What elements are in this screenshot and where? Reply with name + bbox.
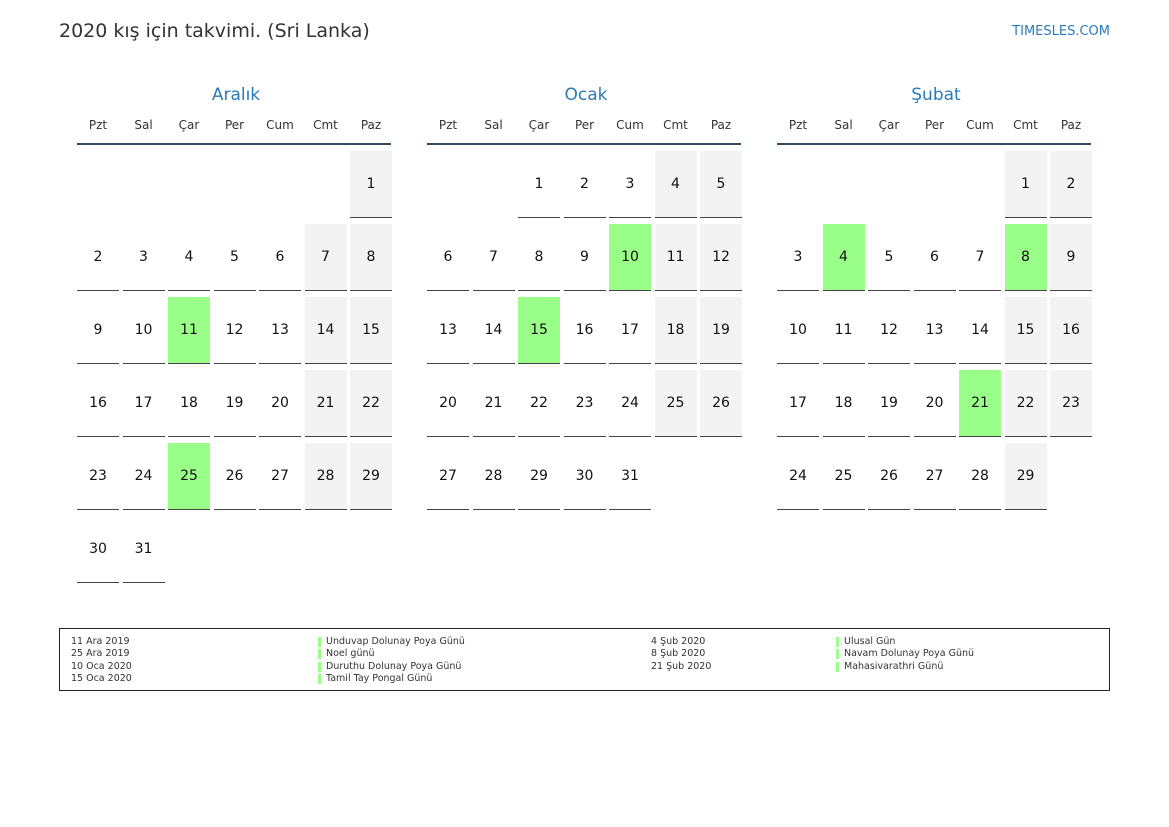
day-cell: 16 bbox=[1050, 297, 1092, 364]
month-panel bbox=[77, 83, 395, 557]
weekday-header bbox=[777, 115, 1091, 145]
day-cell: 4 bbox=[655, 151, 697, 218]
day-cell: 8 bbox=[350, 224, 392, 291]
day-cell: 12 bbox=[700, 224, 742, 291]
day-cell: 12 bbox=[214, 297, 256, 364]
day-cell: 21 bbox=[305, 370, 347, 437]
day-cell: 15 bbox=[518, 297, 560, 364]
day-cell: 20 bbox=[259, 370, 301, 437]
day-cell: 22 bbox=[1005, 370, 1047, 437]
day-cell: 14 bbox=[473, 297, 515, 364]
legend-names-col-1 bbox=[318, 636, 465, 686]
legend-date: 15 Oca 2020 bbox=[71, 673, 132, 685]
day-cell: 24 bbox=[123, 443, 165, 510]
day-cell: 29 bbox=[350, 443, 392, 510]
legend-date: 4 Şub 2020 bbox=[651, 636, 706, 647]
day-cell: 17 bbox=[777, 370, 819, 437]
day-cell: 2 bbox=[77, 224, 119, 291]
site-link[interactable]: TIMESLES.COM bbox=[1012, 24, 1110, 39]
weekday-label: Pzt bbox=[438, 118, 458, 132]
day-cell: 26 bbox=[700, 370, 742, 437]
day-cell: 16 bbox=[77, 370, 119, 437]
day-cell: 7 bbox=[305, 224, 347, 291]
day-cell: 12 bbox=[868, 297, 910, 364]
day-cell: 6 bbox=[427, 224, 469, 291]
weekday-label: Cmt bbox=[313, 118, 338, 132]
day-cell: 22 bbox=[518, 370, 560, 437]
weekday-label: Cum bbox=[616, 118, 644, 132]
day-cell: 28 bbox=[959, 443, 1001, 510]
day-cell: 15 bbox=[350, 297, 392, 364]
weekday-label: Paz bbox=[710, 118, 732, 132]
day-cell: 28 bbox=[305, 443, 347, 510]
month-title: Şubat bbox=[911, 85, 961, 105]
day-cell: 2 bbox=[564, 151, 606, 218]
day-cell: 13 bbox=[914, 297, 956, 364]
day-cell: 9 bbox=[1050, 224, 1092, 291]
weekday-header bbox=[77, 115, 391, 145]
day-cell: 31 bbox=[609, 443, 651, 510]
day-cell: 8 bbox=[1005, 224, 1047, 291]
day-cell: 5 bbox=[700, 151, 742, 218]
day-cell: 17 bbox=[609, 297, 651, 364]
day-cell: 3 bbox=[777, 224, 819, 291]
day-cell: 27 bbox=[914, 443, 956, 510]
day-cell: 6 bbox=[259, 224, 301, 291]
holiday-legend bbox=[59, 628, 1110, 691]
weekday-label: Sal bbox=[134, 118, 153, 132]
weekday-label: Çar bbox=[178, 118, 200, 132]
day-cell: 23 bbox=[77, 443, 119, 510]
day-cell: 4 bbox=[168, 224, 210, 291]
weekday-label: Çar bbox=[878, 118, 900, 132]
legend-holiday-name: Mahasivarathri Günü bbox=[836, 661, 974, 673]
page-title: 2020 kış için takvimi. (Sri Lanka) bbox=[59, 20, 370, 42]
weekday-label: Cum bbox=[266, 118, 294, 132]
day-cell: 3 bbox=[609, 151, 651, 218]
day-cell: 4 bbox=[823, 224, 865, 291]
weekday-header bbox=[427, 115, 741, 145]
legend-holiday-name: Ulusal Gün bbox=[836, 636, 974, 648]
day-cell: 7 bbox=[959, 224, 1001, 291]
day-cell: 15 bbox=[1005, 297, 1047, 364]
legend-date: 21 Şub 2020 bbox=[651, 660, 712, 672]
legend-date: 10 Oca 2020 bbox=[71, 660, 132, 672]
weekday-label: Pzt bbox=[788, 118, 808, 132]
day-cell: 14 bbox=[959, 297, 1001, 364]
day-cell: 7 bbox=[473, 224, 515, 291]
legend-date: 8 Şub 2020 bbox=[651, 648, 706, 660]
day-cell: 31 bbox=[123, 516, 165, 583]
legend-holiday-name: Tamil Tay Pongal Günü bbox=[318, 673, 465, 685]
day-cell: 11 bbox=[823, 297, 865, 364]
weekday-label: Pzt bbox=[88, 118, 108, 132]
day-cell: 26 bbox=[868, 443, 910, 510]
day-cell: 24 bbox=[777, 443, 819, 510]
day-cell: 21 bbox=[959, 370, 1001, 437]
day-cell: 6 bbox=[914, 224, 956, 291]
day-cell: 29 bbox=[518, 443, 560, 510]
month-panel bbox=[777, 83, 1095, 484]
legend-dates-col-1 bbox=[71, 636, 132, 686]
day-cell: 13 bbox=[427, 297, 469, 364]
legend-holiday-name: Noel günü bbox=[318, 648, 465, 660]
day-cell: 19 bbox=[214, 370, 256, 437]
day-cell: 21 bbox=[473, 370, 515, 437]
day-cell: 3 bbox=[123, 224, 165, 291]
weekday-label: Per bbox=[574, 118, 595, 132]
day-cell: 22 bbox=[350, 370, 392, 437]
day-cell: 18 bbox=[823, 370, 865, 437]
weekday-label: Cmt bbox=[1013, 118, 1038, 132]
month-title: Ocak bbox=[564, 85, 608, 105]
day-cell: 19 bbox=[868, 370, 910, 437]
day-cell: 11 bbox=[655, 224, 697, 291]
day-cell: 10 bbox=[777, 297, 819, 364]
day-cell: 24 bbox=[609, 370, 651, 437]
day-cell: 23 bbox=[564, 370, 606, 437]
month-panel bbox=[427, 83, 745, 484]
day-cell: 26 bbox=[214, 443, 256, 510]
day-cell: 5 bbox=[868, 224, 910, 291]
day-cell: 27 bbox=[427, 443, 469, 510]
day-cell: 17 bbox=[123, 370, 165, 437]
weekday-label: Per bbox=[924, 118, 945, 132]
day-cell: 1 bbox=[350, 151, 392, 218]
day-cell: 29 bbox=[1005, 443, 1047, 510]
day-cell: 28 bbox=[473, 443, 515, 510]
day-cell: 9 bbox=[564, 224, 606, 291]
day-cell: 23 bbox=[1050, 370, 1092, 437]
legend-date: 11 Ara 2019 bbox=[71, 636, 130, 647]
day-cell: 10 bbox=[609, 224, 651, 291]
day-cell: 25 bbox=[168, 443, 210, 510]
weekday-label: Per bbox=[224, 118, 245, 132]
day-cell: 25 bbox=[823, 443, 865, 510]
day-cell: 16 bbox=[564, 297, 606, 364]
weekday-label: Sal bbox=[484, 118, 503, 132]
day-cell: 1 bbox=[518, 151, 560, 218]
weekday-label: Sal bbox=[834, 118, 853, 132]
day-cell: 1 bbox=[1005, 151, 1047, 218]
day-cell: 13 bbox=[259, 297, 301, 364]
legend-dates-col-2 bbox=[651, 636, 711, 673]
legend-holiday-name: Duruthu Dolunay Poya Günü bbox=[318, 661, 465, 673]
day-cell: 30 bbox=[564, 443, 606, 510]
month-title: Aralık bbox=[211, 85, 261, 105]
day-cell: 18 bbox=[168, 370, 210, 437]
day-cell: 9 bbox=[77, 297, 119, 364]
day-cell: 8 bbox=[518, 224, 560, 291]
day-cell: 19 bbox=[700, 297, 742, 364]
day-cell: 30 bbox=[77, 516, 119, 583]
weekday-label: Çar bbox=[528, 118, 550, 132]
day-cell: 14 bbox=[305, 297, 347, 364]
legend-holiday-name: Unduvap Dolunay Poya Günü bbox=[318, 636, 465, 648]
day-cell: 27 bbox=[259, 443, 301, 510]
day-cell: 25 bbox=[655, 370, 697, 437]
day-cell: 18 bbox=[655, 297, 697, 364]
legend-names-col-2 bbox=[836, 636, 974, 673]
legend-date: 25 Ara 2019 bbox=[71, 648, 130, 660]
weekday-label: Paz bbox=[360, 118, 382, 132]
weekday-label: Cum bbox=[966, 118, 994, 132]
day-cell: 11 bbox=[168, 297, 210, 364]
weekday-label: Paz bbox=[1060, 118, 1082, 132]
weekday-label: Cmt bbox=[663, 118, 688, 132]
day-cell: 2 bbox=[1050, 151, 1092, 218]
legend-holiday-name: Navam Dolunay Poya Günü bbox=[836, 648, 974, 660]
day-cell: 10 bbox=[123, 297, 165, 364]
day-cell: 5 bbox=[214, 224, 256, 291]
day-cell: 20 bbox=[914, 370, 956, 437]
day-cell: 20 bbox=[427, 370, 469, 437]
